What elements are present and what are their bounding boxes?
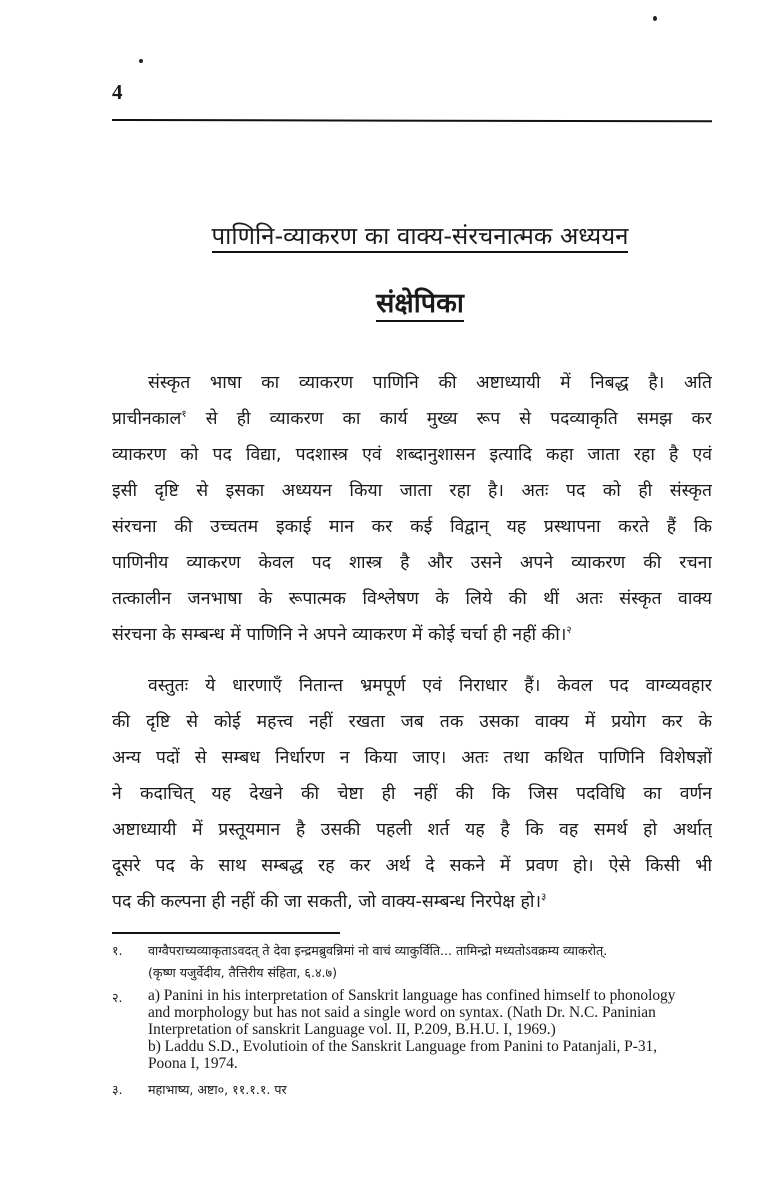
- scan-speck: [139, 59, 143, 63]
- footnote-1: [112, 940, 712, 984]
- text-line: की दृष्टि से कोई महत्त्व नहीं रखता जब तक उसका वाक्य में प्रयोग कर के: [112, 712, 712, 732]
- footnote-ref-1[interactable]: १: [181, 409, 187, 421]
- text-line: तत्कालीन जनभाषा के रूपात्मक विश्लेषण के लिये की थीं अतः संस्कृत वाक्य: [112, 589, 712, 609]
- text-line: [112, 617, 712, 653]
- paragraph-1: [112, 365, 712, 653]
- text-line: ने कदाचित् यह देखने की चेष्टा ही नहीं की कि जिस पदविधि का वर्णन: [112, 784, 712, 804]
- footnote-ref-3[interactable]: ३: [541, 892, 547, 904]
- footnote-2: [112, 987, 712, 1072]
- text-line: [112, 884, 712, 920]
- section-title: [0, 284, 757, 324]
- text-line: अष्टाध्यायी में प्रस्तूयमान है उसकी पहली शर्त यह है कि वह समर्थ हो अर्थात्: [112, 820, 712, 840]
- text-line: पाणिनीय व्याकरण केवल पद शास्त्र है और उसने अपने व्याकरण की रचना: [112, 553, 712, 573]
- section-title-text: संक्षेपिका: [376, 288, 464, 322]
- footnote-line: b) Laddu S.D., Evolutioin of the Sanskrit Language from Panini to Patanjali, P-31,: [148, 1038, 658, 1055]
- text-line: दूसरे पद के साथ सम्बद्ध रह कर अर्थ दे सकने में प्रवण हो। ऐसे किसी भी: [112, 856, 712, 876]
- footnotes: [112, 940, 712, 1101]
- footnote-3: [112, 1079, 712, 1101]
- footnote-line: and morphology but has not said a single word on syntax. (Nath Dr. N.C. Paninian: [148, 1004, 656, 1021]
- text-line: वस्तुतः ये धारणाएँ नितान्त भ्रमपूर्ण एवं निराधार हैं। केवल पद वाग्व्यवहार: [148, 676, 712, 696]
- footnote-line: (कृष्ण यजुर्वेदीय, तैत्तिरीय संहिता, ६.४.७): [148, 965, 337, 980]
- footnote-line: a) Panini in his interpretation of Sanskrit language has confined himself to phonology: [148, 987, 676, 1004]
- footnote-number: १.: [112, 943, 123, 958]
- footnote-line: वाग्वैपराच्यव्याकृताऽवदत् ते देवा इन्द्रमब्रुवन्निमां नो वाचं व्याकुर्विति... तामिन्द्रो मध्यतोऽवक्रम्य व्याकरोत्.: [148, 943, 608, 958]
- chapter-title-text: पाणिनि-व्याकरण का वाक्य-संरचनात्मक अध्ययन: [212, 222, 629, 253]
- paragraph-2: [112, 668, 712, 920]
- text-line: संस्कृत भाषा का व्याकरण पाणिनि की अष्टाध्यायी में निबद्ध है। अति: [148, 373, 712, 393]
- text-fragment: प्राचीनकाल: [112, 409, 182, 429]
- text-line: इसी दृष्टि से इसका अध्ययन किया जाता रहा है। अतः पद को ही संस्कृत: [112, 481, 712, 501]
- text-fragment: संरचना के सम्बन्ध में पाणिनि ने अपने व्याकरण में कोई चर्चा ही नहीं की।: [112, 625, 567, 645]
- text-line: [112, 401, 712, 437]
- chapter-title: [0, 218, 757, 254]
- footnote-separator: [112, 932, 340, 934]
- text-line: संरचना की उच्चतम इकाई मान कर कई विद्वान् यह प्रस्थापना करते हैं कि: [112, 517, 712, 537]
- footnote-line: Interpretation of sanskrit Language vol. II, P.209, B.H.U. I, 1969.): [148, 1021, 556, 1038]
- footnote-number: ३.: [112, 1082, 123, 1097]
- text-fragment: पद की कल्पना ही नहीं की जा सकती, जो वाक्य-सम्बन्ध निरपेक्ष हो।: [112, 892, 542, 912]
- footnote-number: २.: [112, 990, 123, 1005]
- header-rule: [112, 119, 712, 122]
- page-number: 4: [112, 80, 123, 104]
- text-line: व्याकरण को पद विद्या, पदशास्त्र एवं शब्दानुशासन इत्यादि कहा जाता रहा है एवं: [112, 445, 712, 465]
- scan-speck: [653, 16, 657, 21]
- footnote-text: [148, 987, 712, 1072]
- footnote-line: Poona I, 1974.: [148, 1055, 238, 1072]
- footnote-line: महाभाष्य, अष्टा०, ११.१.१. पर: [148, 1082, 287, 1097]
- footnote-ref-2[interactable]: २: [566, 625, 572, 637]
- text-line: अन्य पदों से सम्बध निर्धारण न किया जाए। अतः तथा कथित पाणिनि विशेषज्ञों: [112, 748, 712, 768]
- text-fragment: से ही व्याकरण का कार्य मुख्य रूप से पदव्याकृति समझ कर: [205, 409, 712, 429]
